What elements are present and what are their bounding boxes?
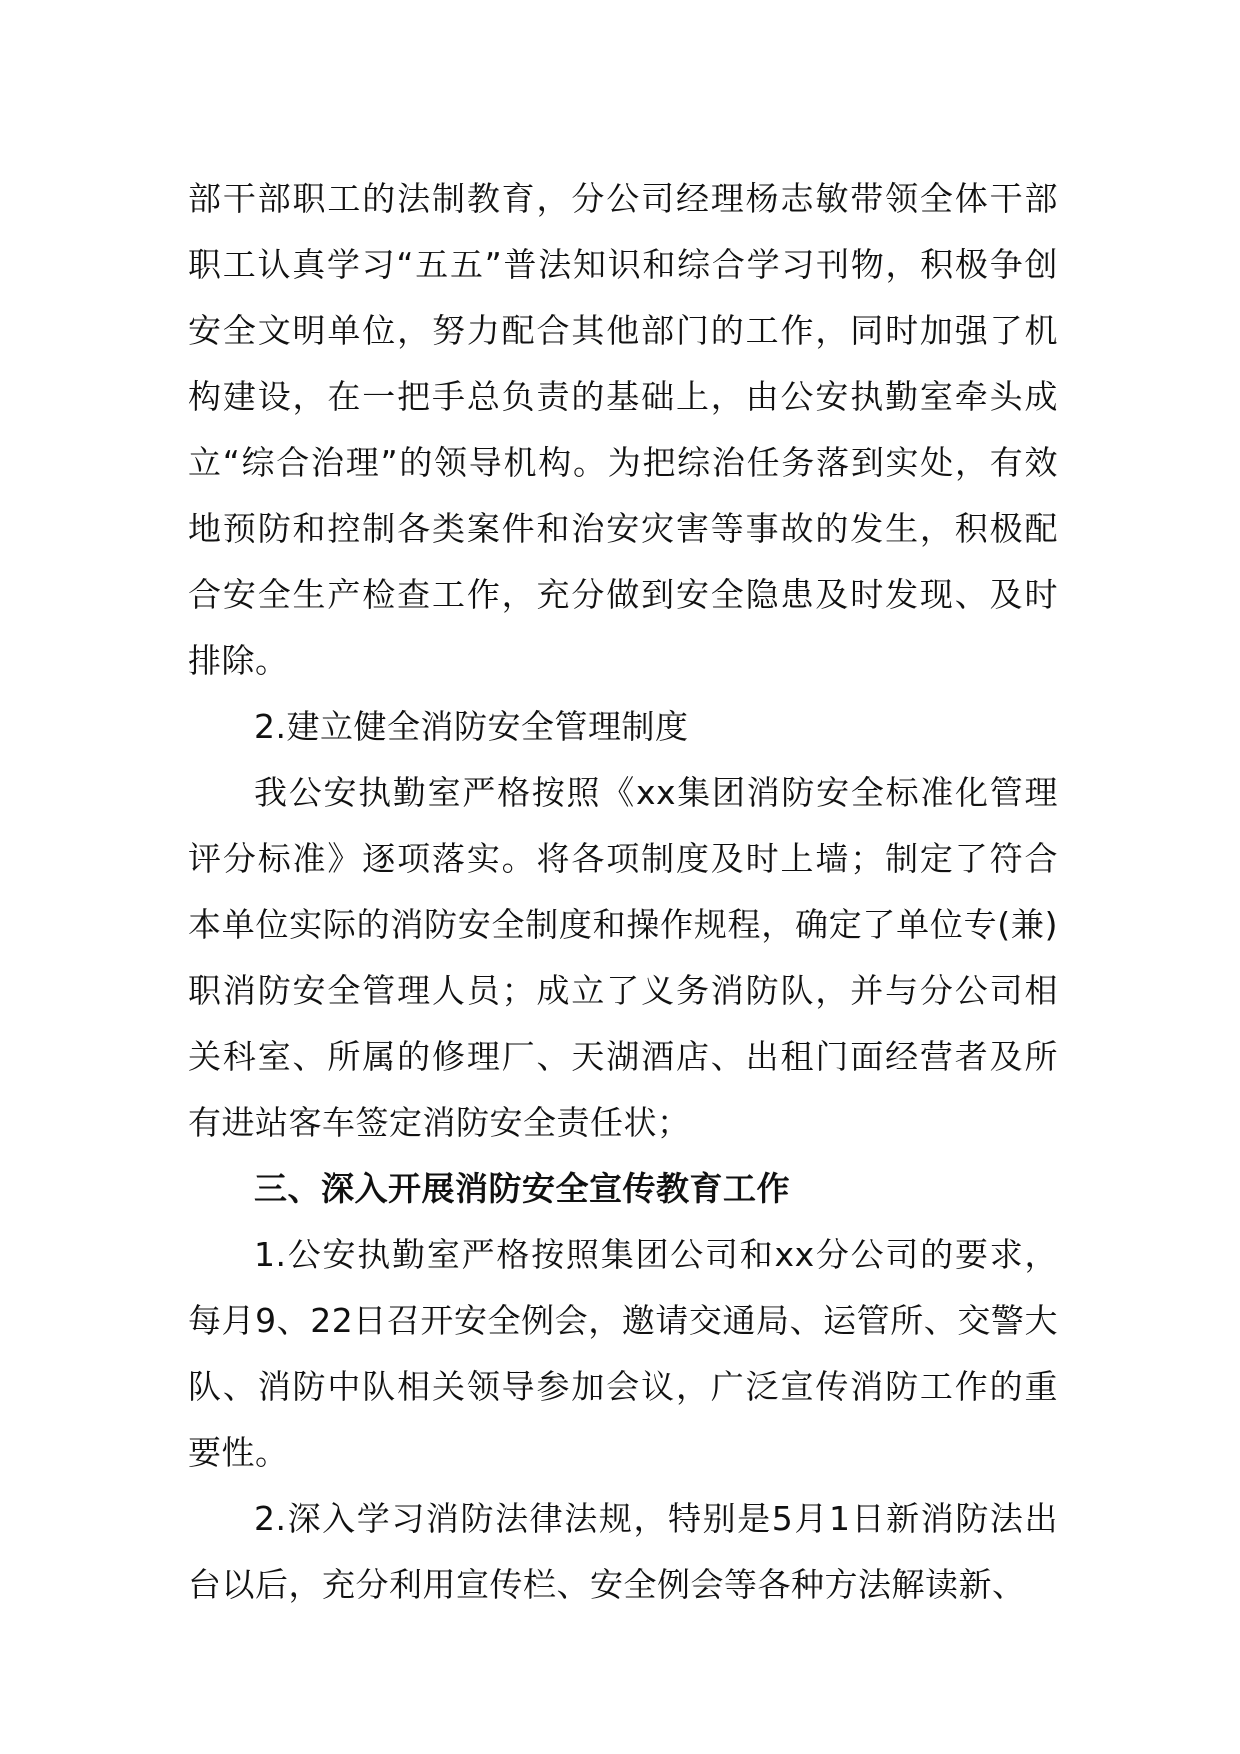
- paragraph-fire-safety-standards: 我公安执勤室严格按照《xx集团消防安全标准化管理评分标准》逐项落实。将各项制度及时上墙；制定了符合本单位实际的消防安全制度和操作规程，确定了单位专(兼)职消防安全管理人员；成立了义务消防队，并与分公司相关科室、所属的修理厂、天湖酒店、出租门面经营者及所有进站客车签定消防安全责任状；: [188, 773, 1058, 1142]
- paragraph-legal-education: 部干部职工的法制教育，分公司经理杨志敏带领全体干部职工认真学习“五五”普法知识和综合学习刊物，积极争创安全文明单位，努力配合其他部门的工作，同时加强了机构建设，在一把手总负责的基础上，由公安执勤室牵头成立“综合治理”的领导机构。为把综治任务落到实处，有效地预防和控制各类案件和治安灾害等事故的发生，积极配合安全生产检查工作，充分做到安全隐患及时发现、及时排除。: [188, 179, 1058, 680]
- paragraph-safety-meetings: 1.公安执勤室严格按照集团公司和xx分公司的要求，每月9、22日召开安全例会，邀请交通局、运管所、交警大队、消防中队相关领导参加会议，广泛宣传消防工作的重要性。: [188, 1235, 1058, 1472]
- section-heading-fire-safety-education: 三、深入开展消防安全宣传教育工作: [254, 1169, 790, 1208]
- paragraph-fire-law-study: 2.深入学习消防法律法规，特别是5月1日新消防法出台以后，充分利用宣传栏、安全例会等各种方法解读新、: [188, 1499, 1058, 1604]
- subheading-fire-safety-system: 2.建立健全消防安全管理制度: [254, 707, 689, 746]
- document-body: [188, 166, 1058, 1618]
